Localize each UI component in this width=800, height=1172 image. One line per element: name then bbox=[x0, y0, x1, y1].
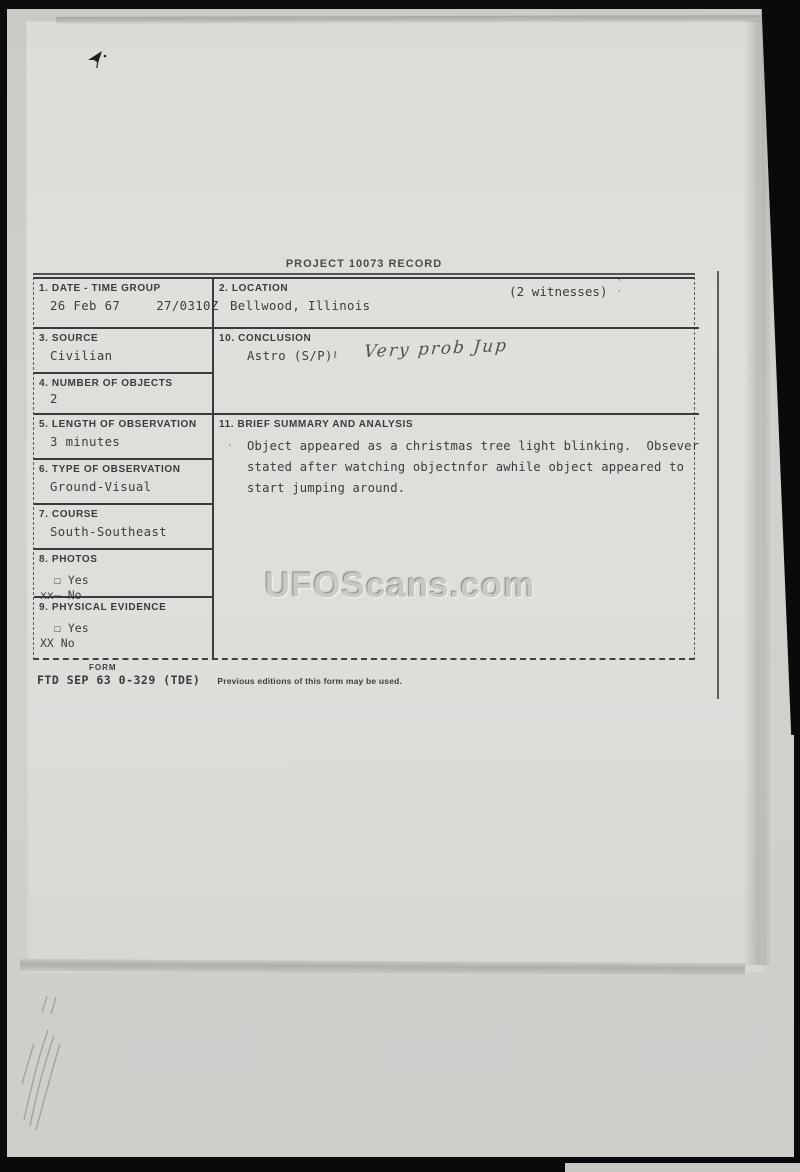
field-label: 4. NUMBER OF OBJECTS bbox=[39, 378, 173, 389]
summary-line: start jumping around. bbox=[247, 481, 406, 495]
watermark: UFOScans.com bbox=[264, 566, 536, 605]
project-record-card bbox=[33, 258, 700, 660]
field-source bbox=[34, 329, 212, 374]
scan-corner-patch bbox=[565, 1163, 800, 1172]
time-group-value: 27/0310Z bbox=[156, 299, 219, 313]
field-type-of-observation bbox=[34, 460, 212, 505]
ink-blot-mark bbox=[86, 48, 110, 75]
summary-line: Object appeared as a christmas tree light blinking. Obsever bbox=[247, 439, 700, 453]
conclusion-value: Astro (S/P) bbox=[247, 349, 333, 363]
form-left-column bbox=[34, 279, 219, 658]
field-label: 3. SOURCE bbox=[39, 333, 99, 344]
pencil-scribbles bbox=[14, 992, 94, 1137]
field-physical-evidence bbox=[34, 598, 212, 658]
card-edge-line bbox=[717, 271, 719, 699]
field-date-time-group bbox=[34, 279, 219, 329]
photos-no-option: xx̶ No bbox=[40, 588, 82, 602]
type-of-observation-value: Ground-Visual bbox=[50, 480, 152, 494]
field-photos bbox=[34, 550, 212, 602]
physical-evidence-no-option: XX No bbox=[40, 636, 75, 650]
sheet-right-fold-shadow bbox=[744, 20, 770, 965]
field-label: 9. PHYSICAL EVIDENCE bbox=[39, 602, 167, 613]
stray-marks: ’ ’ bbox=[618, 278, 647, 300]
card-title: PROJECT 10073 RECORD bbox=[285, 258, 443, 270]
form-footer bbox=[37, 663, 457, 687]
title-rule bbox=[33, 273, 695, 275]
field-brief-summary bbox=[214, 415, 699, 658]
course-value: South-Southeast bbox=[50, 525, 168, 539]
field-label: 2. LOCATION bbox=[219, 283, 289, 294]
field-label: 6. TYPE OF OBSERVATION bbox=[39, 464, 181, 475]
location-value: Bellwood, Illinois bbox=[230, 299, 371, 313]
field-label: 7. COURSE bbox=[39, 509, 99, 520]
form-word: FORM bbox=[89, 663, 117, 672]
field-label: 8. PHOTOS bbox=[39, 554, 98, 565]
field-label: 5. LENGTH OF OBSERVATION bbox=[39, 419, 197, 430]
summary-line: stated after watching objectnfor awhile object appeared to bbox=[247, 460, 685, 474]
photos-yes-option: ☐ Yes bbox=[54, 573, 89, 587]
handwritten-conclusion: Very prob Jup bbox=[363, 335, 509, 363]
field-length-of-observation bbox=[34, 415, 212, 460]
form-number: FTD SEP 63 0-329 (TDE) bbox=[37, 673, 201, 687]
record-form-table bbox=[33, 277, 700, 660]
field-label: 11. BRIEF SUMMARY AND ANALYSIS bbox=[219, 419, 414, 430]
field-conclusion bbox=[214, 329, 699, 415]
date-value: 26 Feb 67 bbox=[50, 299, 121, 313]
field-location bbox=[214, 279, 699, 329]
field-label: 1. DATE - TIME GROUP bbox=[39, 283, 161, 294]
summary-text bbox=[247, 436, 699, 499]
physical-evidence-yes-option: ☐ Yes bbox=[54, 621, 89, 635]
field-course bbox=[34, 505, 212, 550]
stray-dot: · bbox=[228, 439, 232, 451]
length-of-observation-value: 3 minutes bbox=[50, 435, 121, 449]
field-number-of-objects bbox=[34, 374, 212, 415]
field-label: 10. CONCLUSION bbox=[219, 333, 312, 344]
form-right-column bbox=[214, 279, 699, 658]
pen-tick-mark: ι bbox=[333, 347, 338, 361]
form-edition-note: Previous editions of this form may be used. bbox=[217, 676, 403, 686]
source-value: Civilian bbox=[50, 349, 113, 363]
witness-count: (2 witnesses) bbox=[509, 284, 608, 299]
number-of-objects-value: 2 bbox=[50, 392, 58, 406]
